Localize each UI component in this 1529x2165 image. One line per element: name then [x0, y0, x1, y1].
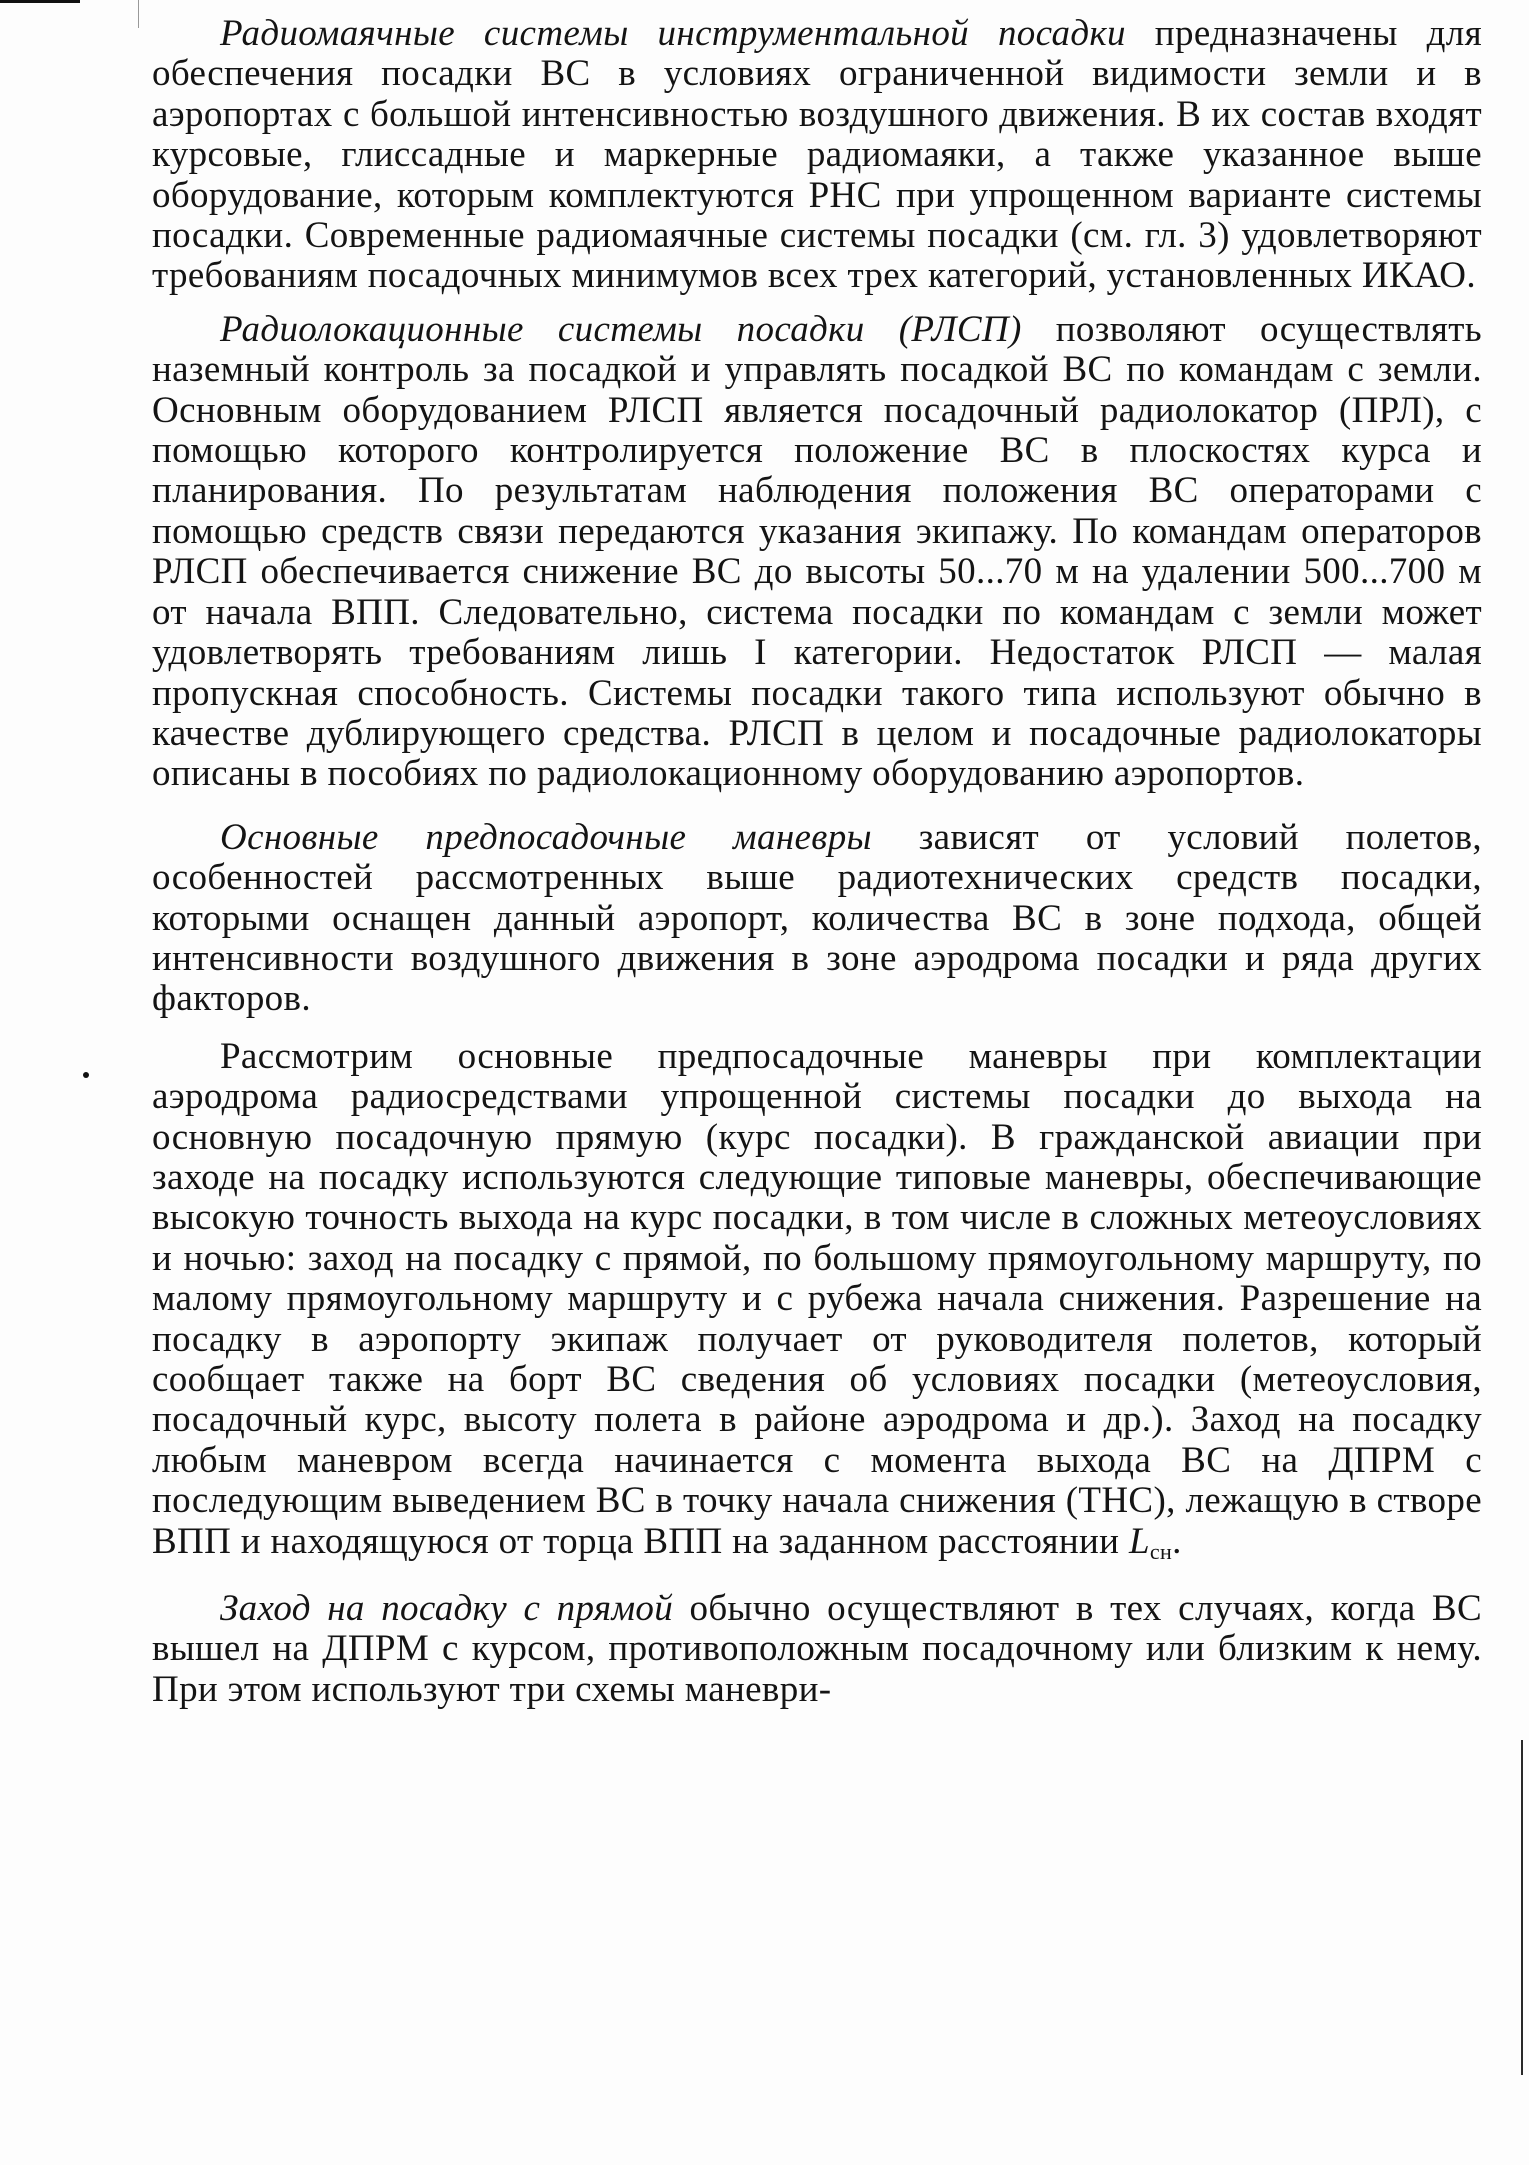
- paragraph-body: Рассмотрим основные предпосадочные маневры при комплектации аэродрома радиосредствами упрощенной системы посадки до выхода на основную посадочную прямую (курс посадки). В гражданской авиации при заходе на посадку используются следующие типовые маневры, обеспечивающие высокую точность выхода на курс посадки, в том числе в сложных метеоусловиях и ночью: заход на посадку с прямой, по большому прямоугольному маршруту, по малому прямоугольному маршруту и с рубежа начала снижения. Разрешение на посадку в аэропорту экипаж получает от руководителя полетов, который сообщает также на борт ВС сведения об условиях посадки (метеоусловия, посадочный курс, высоту полета в районе аэродрома и др.). Заход на посадку любым маневром всегда начинается с момента выхода ВС на ДПРМ с последующим выведением ВС в точку начала снижения (ТНС), лежащую в створе ВПП и находящуюся от торца ВПП на заданном расстоянии: [152, 1035, 1482, 1562]
- body-text: [152, 14, 1482, 1710]
- distance-symbol-subscript: сн: [1149, 1538, 1173, 1564]
- scan-artifact-left-line: [138, 0, 139, 28]
- scan-artifact-right-line: [1521, 1740, 1523, 2075]
- paragraph-body: предназначены для обеспечения посадки ВС в условиях ограниченной видимости земли и в аэропортах с большой интенсивностью воздушного движения. В их состав входят курсовые, глиссадные и маркерные радиомаяки, а также указанное выше оборудование, которым комплектуются РНС при упрощенном варианте системы посадки. Современные радиомаячные системы посадки (см. гл. 3) удовлетворяют требованиям посадочных минимумов всех трех категорий, установленных ИКАО.: [152, 13, 1482, 297]
- paragraph-lead: Радиолокационные системы посадки (РЛСП): [220, 308, 1022, 350]
- paragraph-typical-maneuvers: [152, 1037, 1482, 1572]
- scan-artifact-dot: [83, 1072, 89, 1078]
- paragraph-body: зависят от условий полетов, особенностей рассмотренных выше радиотехнических средств посадки, которыми оснащен данный аэропорт, количества ВС в зоне подхода, общей интенсивности воздушного движения в зоне аэродрома посадки и ряда других факторов.: [152, 816, 1482, 1020]
- scan-artifact-top: [0, 0, 80, 3]
- paragraph-lead: Заход на посадку с прямой: [220, 1588, 674, 1630]
- distance-symbol: [1129, 1521, 1172, 1562]
- paragraph-body: позволяют осуществлять наземный контроль за посадкой и управлять посадкой ВС по командам с земли. Основным оборудованием РЛСП является посадочный радиолокатор (ПРЛ), с помощью которого контролируется положение ВС в плоскостях курса и планирования. По результатам наблюдения положения ВС операторами с помощью средств связи передаются указания экипажу. По командам операторов РЛСП обеспечивается снижение ВС до высоты 50...70 м на удалении 500...700 м от начала ВПП. Следовательно, система посадки по командам с земли может удовлетворять требованиям лишь I категории. Недостаток РЛСП — малая пропускная способность. Системы посадки такого типа используют обычно в качестве дублирующего средства. РЛСП в целом и посадочные радиолокаторы описаны в пособиях по радиолокационному оборудованию аэропортов.: [152, 308, 1482, 795]
- paragraph-radar-landing: [152, 310, 1482, 795]
- paragraph-ils: [152, 14, 1482, 297]
- paragraph-lead: Радиомаячные системы инструментальной посадки: [220, 13, 1126, 54]
- distance-symbol-main: L: [1128, 1520, 1150, 1562]
- paragraph-body: обычно осуществляют в тех случаях, когда ВС вышел на ДПРМ с курсом, противоположным посадочному или близким к нему. При этом используют три схемы маневри-: [152, 1588, 1482, 1710]
- paragraph-tail: .: [1172, 1520, 1182, 1562]
- paragraph-maneuvers: [152, 818, 1482, 1020]
- paragraph-lead: Основные предпосадочные маневры: [220, 816, 872, 858]
- paragraph-straight-in: [152, 1589, 1482, 1710]
